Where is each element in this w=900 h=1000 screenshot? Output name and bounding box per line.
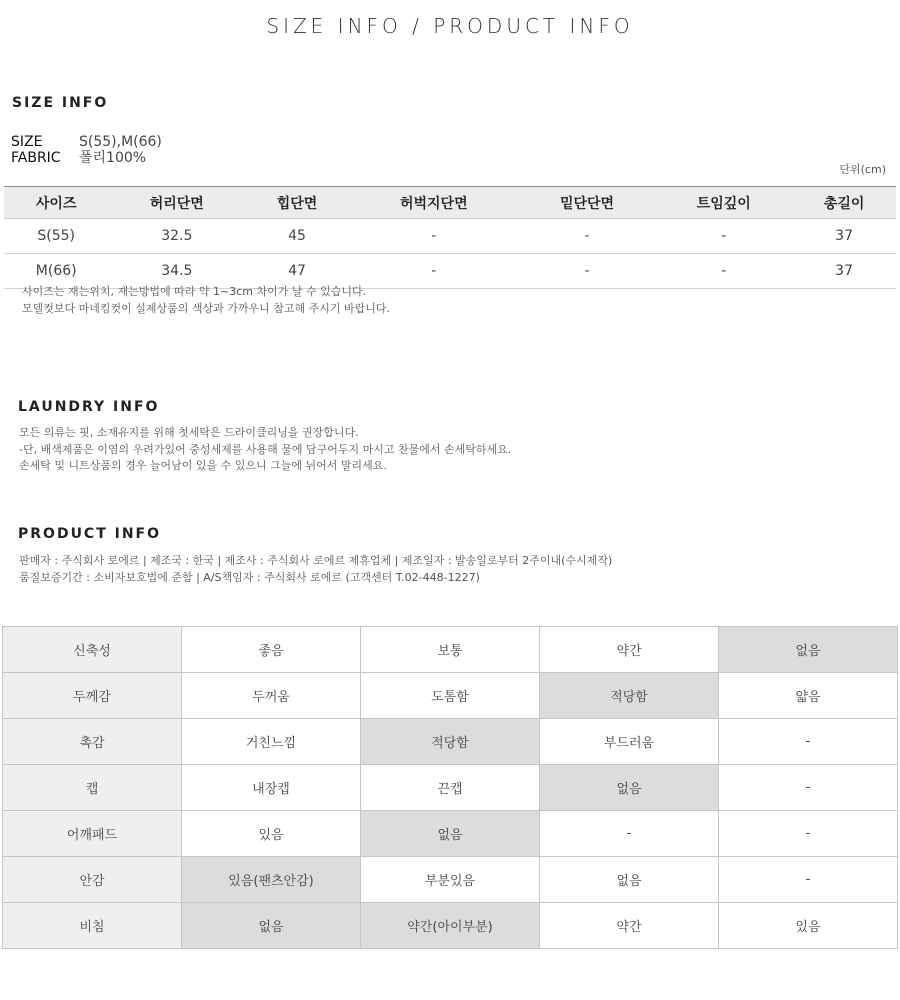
- property-row: [3, 811, 898, 857]
- property-table: [2, 626, 898, 949]
- table-cell: 37: [792, 219, 896, 254]
- table-cell: 32.5: [108, 219, 245, 254]
- property-row: [3, 627, 898, 673]
- table-cell: -: [349, 254, 519, 289]
- size-value: S(55),M(66): [79, 134, 162, 150]
- property-option: 있음(팬츠안감): [182, 857, 361, 903]
- note-line: 모델컷보다 마네킹컷이 실제상품의 색상과 가까우니 참고해 주시기 바랍니다.: [22, 301, 391, 315]
- column-header: 총길이: [792, 187, 896, 219]
- spec-block: [11, 134, 162, 166]
- property-option: -: [719, 811, 898, 857]
- product-info-heading: PRODUCT INFO: [18, 526, 162, 542]
- size-info-heading: SIZE INFO: [12, 95, 109, 111]
- table-cell: 34.5: [108, 254, 245, 289]
- page-title: SIZE INFO / PRODUCT INFO: [266, 14, 634, 38]
- property-option: 좋음: [182, 627, 361, 673]
- fabric-label: FABRIC: [11, 150, 61, 166]
- laundry-line: 손세탁 및 니트상품의 경우 늘어남이 있을 수 있으니 그늘에 뉘어서 말리세요.: [19, 459, 387, 472]
- product-line: 판매자 : 주식회사 로에르 | 제조국 : 한국 | 제조사 : 주식회사 로에르 제휴업체 | 제조일자 : 발송일로부터 2주이내(수시제작): [19, 554, 613, 567]
- property-option: 끈캡: [361, 765, 540, 811]
- table-row: [4, 219, 896, 254]
- property-option: -: [719, 857, 898, 903]
- table-cell: -: [519, 219, 656, 254]
- laundry-notes: [19, 425, 511, 475]
- size-spec: [11, 134, 162, 150]
- property-row: [3, 857, 898, 903]
- column-header: 트임깊이: [655, 187, 792, 219]
- property-row: [3, 903, 898, 949]
- property-option: 없음: [719, 627, 898, 673]
- property-option: 없음: [540, 765, 719, 811]
- property-name: 신축성: [3, 627, 182, 673]
- size-table: [4, 186, 896, 289]
- property-option: -: [719, 719, 898, 765]
- property-option: 보통: [361, 627, 540, 673]
- property-option: 없음: [182, 903, 361, 949]
- property-option: 약간(아이부분): [361, 903, 540, 949]
- property-row: [3, 673, 898, 719]
- property-row: [3, 719, 898, 765]
- property-name: 안감: [3, 857, 182, 903]
- note-line: 사이즈는 재는위치, 재는방법에 따라 약 1~3cm 차이가 날 수 있습니다.: [22, 285, 367, 298]
- table-cell: S(55): [4, 219, 108, 254]
- property-option: 내장캡: [182, 765, 361, 811]
- property-option: 있음: [182, 811, 361, 857]
- property-option: 두꺼움: [182, 673, 361, 719]
- unit-label: 단위(cm): [839, 163, 886, 176]
- property-name: 어깨패드: [3, 811, 182, 857]
- property-name: 촉감: [3, 719, 182, 765]
- table-cell: M(66): [4, 254, 108, 289]
- property-option: 부드러움: [540, 719, 719, 765]
- fabric-value: 폴리100%: [79, 150, 147, 166]
- laundry-line: 모든 의류는 핏, 소재유지를 위해 첫세탁은 드라이클리닝을 권장합니다.: [19, 426, 359, 439]
- fabric-spec: [11, 150, 162, 166]
- property-option: 적당함: [540, 673, 719, 719]
- laundry-line: -단, 배색제품은 이염의 우려가있어 중성세제를 사용해 물에 담구어두지 마시고 찬물에서 손세탁하세요.: [19, 442, 512, 456]
- column-header: 허리단면: [108, 187, 245, 219]
- property-name: 두께감: [3, 673, 182, 719]
- property-option: 없음: [540, 857, 719, 903]
- column-header: 허벅지단면: [349, 187, 519, 219]
- column-header: 힙단면: [245, 187, 349, 219]
- property-option: 적당함: [361, 719, 540, 765]
- product-notes: [19, 553, 612, 586]
- laundry-info-heading: LAUNDRY INFO: [18, 399, 160, 415]
- size-table-header: [4, 187, 896, 219]
- table-cell: -: [655, 219, 792, 254]
- table-cell: -: [349, 219, 519, 254]
- table-cell: 37: [792, 254, 896, 289]
- property-option: 부분있음: [361, 857, 540, 903]
- property-option: 얇음: [719, 673, 898, 719]
- table-cell: -: [655, 254, 792, 289]
- column-header: 밑단단면: [519, 187, 656, 219]
- size-label: SIZE: [11, 134, 43, 150]
- property-option: -: [719, 765, 898, 811]
- table-cell: -: [519, 254, 656, 289]
- property-option: 약간: [540, 903, 719, 949]
- property-option: 거친느낌: [182, 719, 361, 765]
- property-option: 도톰함: [361, 673, 540, 719]
- property-row: [3, 765, 898, 811]
- property-option: 있음: [719, 903, 898, 949]
- property-option: 약간: [540, 627, 719, 673]
- size-notes: [22, 284, 390, 317]
- table-cell: 47: [245, 254, 349, 289]
- property-option: -: [540, 811, 719, 857]
- property-option: 없음: [361, 811, 540, 857]
- column-header: 사이즈: [4, 187, 108, 219]
- property-name: 비침: [3, 903, 182, 949]
- product-line: 품질보증기간 : 소비자보호법에 준함 | A/S책임자 : 주식회사 로에르 (고객센터 T.02-448-1227): [19, 570, 480, 584]
- table-cell: 45: [245, 219, 349, 254]
- property-name: 캡: [3, 765, 182, 811]
